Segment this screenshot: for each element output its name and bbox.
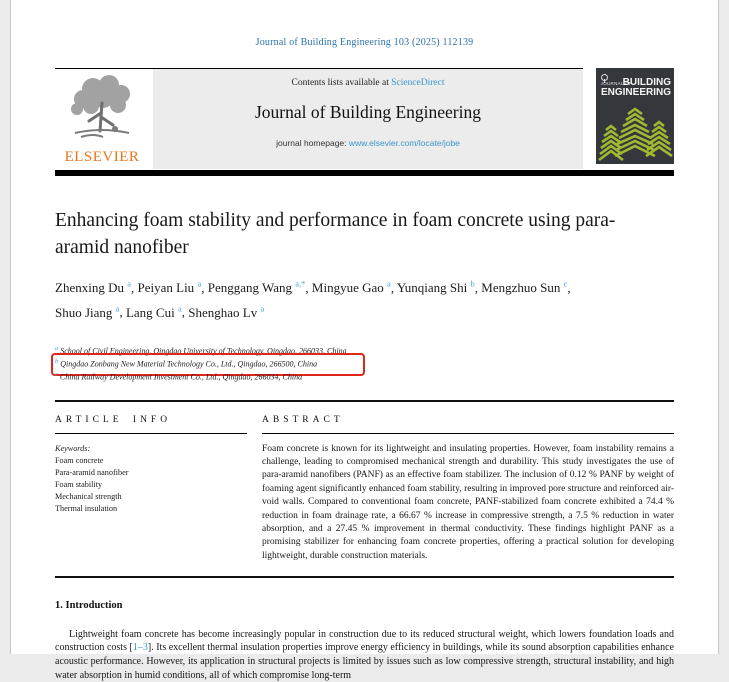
introduction-paragraph (55, 628, 674, 682)
journal-cover-image (596, 68, 674, 164)
author: Lang Cui $^a$ (125, 303, 182, 320)
cover-journal-of: JOURNAL OF (600, 81, 632, 86)
keywords-label: Keywords: (55, 443, 91, 453)
homepage-line (153, 138, 583, 148)
elsevier-tree-icon (63, 73, 141, 148)
contents-prefix: Contents lists available at (291, 78, 392, 88)
journal-header (55, 68, 674, 168)
homepage-link[interactable]: www.elsevier.com/locate/jobe (348, 138, 460, 148)
affiliation-highlighted: $^b$ Qingdao Zonbang New Material Technology Co., Ltd., Qingdao, 266500, China (55, 357, 674, 370)
elsevier-wordmark: ELSEVIER (64, 149, 140, 165)
homepage-prefix: journal homepage: (276, 138, 349, 148)
header-main (55, 68, 583, 168)
cover-title-line1: BUILDING (622, 77, 671, 88)
journal-citation[interactable]: Journal of Building Engineering 103 (2025) 112139 (255, 37, 474, 48)
info-abstract-block (55, 415, 674, 564)
article-title: Enhancing foam stability and performance in foam concrete using para-aramid nanofiber (55, 210, 616, 258)
author: Yunqiang Shi $^b$ (396, 279, 475, 296)
abstract-text: Foam concrete is known for its lightweight and insulating properties. However, foam instability remains a challenge, leading to compromised mechanical strength and durability. This study investigates the use of para-aramid nanofibers (PANF) as an effective foam stabilizer. The inclusion of 0.12 % PANF by weight of foaming agent significantly enhanced foam stability, resulting in improved pore structure and reinforced air-void walls. Compared to conventional foam concrete, PANF-stabilized foam concrete exhibited a 74.4 % reduction in foam drainage rate, a 66.67 % increase in compressive strength, a 7.5 % reduction in water absorption, and a 27.45 % improvement in thermal conductivity. These findings highlight PANF as a promising stabilizer for enhancing foam concrete properties, offering a practical solution for developing lightweight, durable construction materials. (262, 443, 674, 561)
article-info-column (55, 415, 247, 564)
author: Shuo Jiang $^a$ (55, 303, 120, 320)
introduction-heading: 1. Introduction (55, 599, 123, 611)
abstract-column (262, 415, 674, 564)
header-divider-bar (55, 170, 674, 176)
author: Zhenxing Du $^a$ (55, 279, 131, 296)
reference-link-1-3[interactable]: 1–3 (132, 642, 148, 654)
author: Shenghao Lv $^a$ (188, 303, 265, 320)
affiliation: $^a$ School of Civil Engineering, Qingdao University of Technology, Qingdao, 266033, China (55, 344, 347, 356)
affiliation-list (55, 344, 674, 383)
keyword-item: Mechanical strength (55, 491, 122, 501)
header-center (153, 69, 583, 169)
intro-text-pre: Lightweight foam concrete has become increasingly popular in construction due to its reduced structural weight, which lowers foundation loads and construction costs [ (55, 628, 674, 654)
journal-title: Journal of Building Engineering (254, 102, 481, 122)
divider-above-info (55, 400, 674, 402)
author: Mengzhuo Sun $^c$ (481, 279, 568, 296)
article-info-heading: ARTICLE INFO (55, 414, 172, 425)
keywords-list (55, 455, 247, 515)
author-list: Zhenxing Du $^a$, Peiyan Liu $^a$, Penggang Wang $^{a,*}$, Mingyue Gao $^a$, Yunqiang Shi $^b$, Mengzhuo Sun $^c$, Shuo Jiang $^a$, Lang Cui $^a$, Shenghao Lv $^a$ (55, 279, 571, 320)
elsevier-logo (55, 69, 149, 168)
keyword-item: Thermal insulation (55, 503, 118, 513)
affiliation: $^c$ China Railway Development Investment Co., Ltd., Qingdao, 266034, China (55, 370, 303, 382)
paper-page (10, 0, 719, 681)
keyword-item: Foam concrete (55, 455, 104, 465)
contents-line (153, 78, 583, 88)
author: Mingyue Gao $^a$ (311, 279, 391, 296)
author: Penggang Wang $^{a,*}$ (207, 279, 306, 296)
divider-below-abstract (55, 576, 674, 578)
article-info-rule (55, 433, 247, 434)
keyword-item: Para-aramid nanofiber (55, 467, 129, 477)
intro-text-post: ]. Its excellent thermal insulation properties improve energy efficiency in buildings, while its sound absorption capabilities enhance acoustic performance. However, its application in structural projects is limited by issues such as low compressive strength, structural instability, and high water absorption in humid conditions, all of which compromise long-term (55, 642, 674, 681)
keyword-item: Foam stability (55, 479, 103, 489)
cover-title-line2: ENGINEERING (600, 87, 671, 98)
author: Peiyan Liu $^a$ (137, 279, 202, 296)
abstract-heading: ABSTRACT (262, 414, 344, 425)
sciencedirect-link[interactable]: ScienceDirect (391, 78, 445, 88)
abstract-rule (262, 433, 674, 434)
